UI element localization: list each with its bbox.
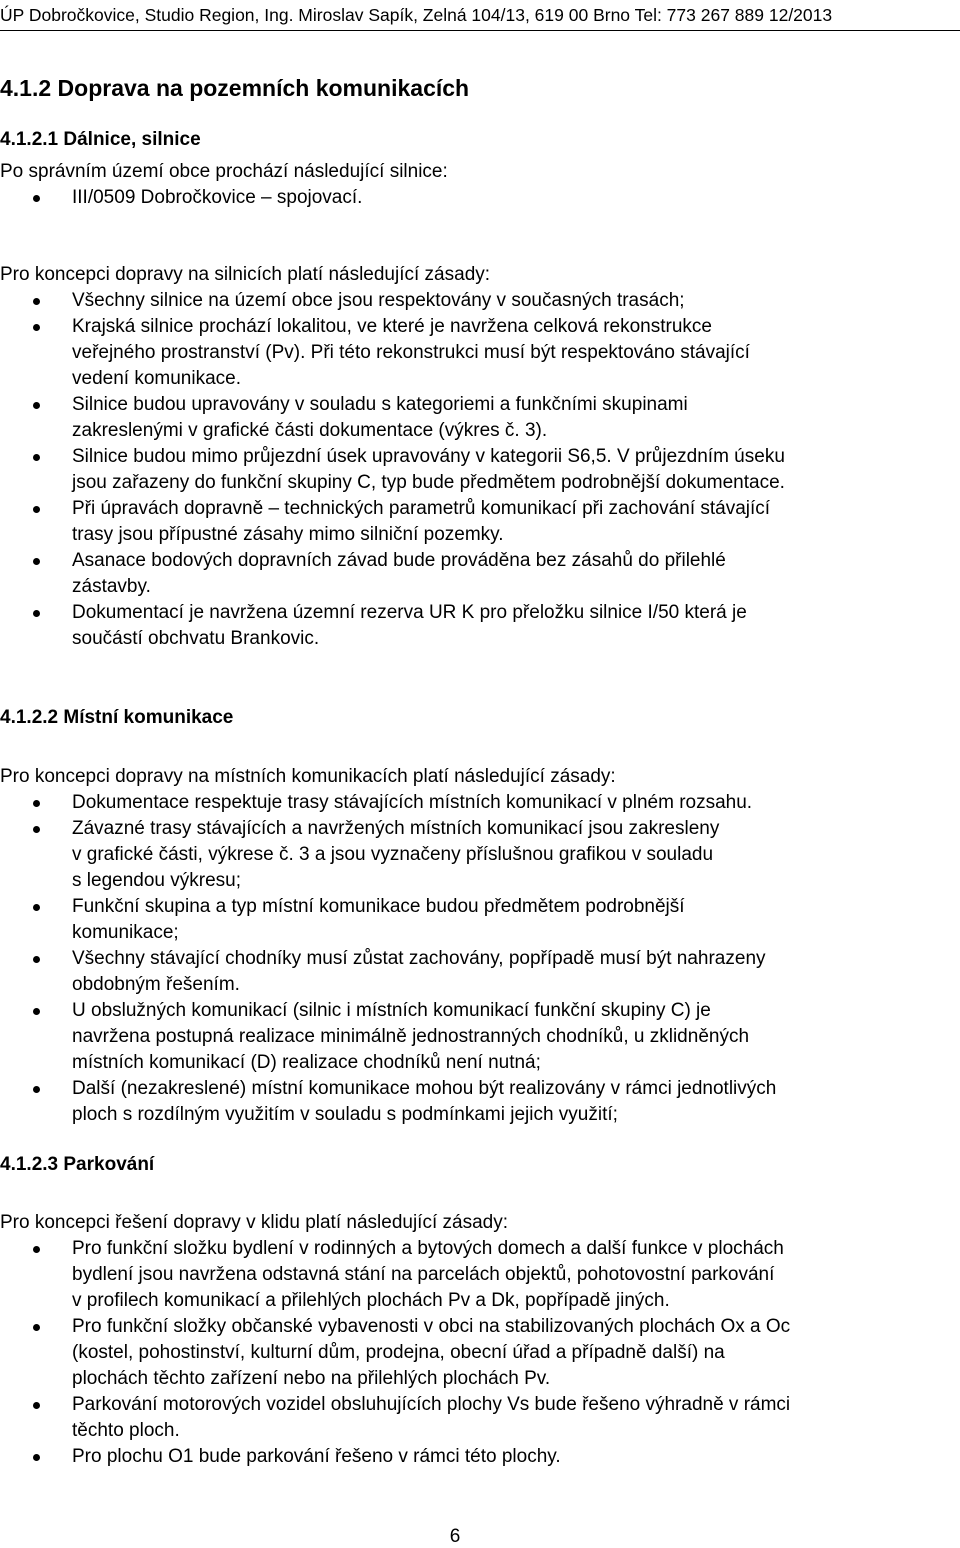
roads-list [0, 185, 362, 211]
bullet-icon [33, 1402, 40, 1409]
list-item-line: navržena postupná realizace minimálně jednostranných chodníků, u zklidněných [72, 1026, 750, 1047]
list-item [0, 1444, 790, 1470]
bullet-icon [33, 1246, 40, 1253]
bullet-icon [33, 1086, 40, 1093]
list-item [0, 1236, 790, 1314]
list-item-line: bydlení jsou navržena odstavná stání na parcelách objektů, pohotovostní parkování [72, 1264, 775, 1285]
list-item-line: součástí obchvatu Brankovic. [72, 628, 320, 649]
list-item [0, 392, 785, 444]
bullet-icon [33, 904, 40, 911]
list-item-line: veřejného prostranství (Pv). Při této rekonstrukci musí být respektováno stávající [72, 342, 750, 363]
list-item [0, 288, 785, 314]
list-item-line: s legendou výkresu; [72, 870, 241, 891]
list-item-line: Pro funkční složku bydlení v rodinných a bytových domech a další funkce v plochách [72, 1238, 784, 1259]
list-item-line: Dokumentací je navržena územní rezerva UR K pro přeložku silnice I/50 která je [72, 602, 747, 623]
list-item-line: III/0509 Dobročkovice – spojovací. [72, 187, 363, 208]
subsection-title-roads: 4.1.2.1 Dálnice, silnice [0, 129, 201, 150]
list-item [0, 600, 785, 652]
page-number: 6 [449, 1526, 461, 1547]
list-item-line: místních komunikací (D) realizace chodníků není nutná; [72, 1052, 541, 1073]
list-item [0, 790, 776, 816]
list-item-line: komunikace; [72, 922, 179, 943]
roads-intro: Po správním území obce prochází následující silnice: [0, 161, 448, 182]
section-title: 4.1.2 Doprava na pozemních komunikacích [0, 75, 470, 101]
bullet-icon [33, 402, 40, 409]
list-item-line: zakreslenými v grafické části dokumentace (výkres č. 3). [72, 420, 548, 441]
list-item-line: Při úpravách dopravně – technických parametrů komunikací při zachování stávající [72, 498, 771, 519]
list-item [0, 1392, 790, 1444]
list-item-line: Pro funkční složky občanské vybavenosti v obci na stabilizovaných plochách Ox a Oc [72, 1316, 791, 1337]
list-item-line: těchto ploch. [72, 1420, 180, 1441]
bullet-icon [33, 1324, 40, 1331]
list-item-line: Závazné trasy stávajících a navržených místních komunikací jsou zakresleny [72, 818, 720, 839]
list-item-line: Krajská silnice prochází lokalitou, ve které je navržena celková rekonstrukce [72, 316, 712, 337]
list-item-line: Asanace bodových dopravních závad bude prováděna bez zásahů do přilehlé [72, 550, 726, 571]
bullet-icon [33, 800, 40, 807]
list-item-line: Silnice budou mimo průjezdní úsek upravovány v kategorii S6,5. V průjezdním úseku [72, 446, 785, 467]
list-item-line: Funkční skupina a typ místní komunikace budou předmětem podrobnější [72, 896, 685, 917]
list-item [0, 894, 776, 946]
bullet-icon [33, 558, 40, 565]
list-item [0, 496, 785, 548]
list-item-line: Všechny stávající chodníky musí zůstat zachovány, popřípadě musí být nahrazeny [72, 948, 766, 969]
bullet-icon [33, 324, 40, 331]
list-item-line: U obslužných komunikací (silnic i místních komunikací funkční skupiny C) je [72, 1000, 711, 1021]
list-item-line: Parkování motorových vozidel obsluhujících plochy Vs bude řešeno výhradně v rámci [72, 1394, 791, 1415]
list-item [0, 444, 785, 496]
bullet-icon [33, 195, 40, 202]
subsection-title-local-roads: 4.1.2.2 Místní komunikace [0, 707, 234, 728]
list-item-line: plochách těchto zařízení nebo na přilehlých plochách Pv. [72, 1368, 551, 1389]
list-item-line: vedení komunikace. [72, 368, 241, 389]
list-item-line: Všechny silnice na území obce jsou respektovány v současných trasách; [72, 290, 685, 311]
list-item [0, 816, 776, 894]
list-item-line: v grafické části, výkrese č. 3 a jsou vyznačeny příslušnou grafikou v souladu [72, 844, 714, 865]
bullet-icon [33, 826, 40, 833]
list-item-line: ploch s rozdílným využitím v souladu s podmínkami jejich využití; [72, 1104, 618, 1125]
bullet-icon [33, 454, 40, 461]
list-item-line: Silnice budou upravovány v souladu s kategoriemi a funkčními skupinami [72, 394, 688, 415]
list-item [0, 185, 362, 211]
list-item-line: (kostel, pohostinství, kulturní dům, prodejna, obecní úřad a případně další) na [72, 1342, 725, 1363]
list-item-line: Pro plochu O1 bude parkování řešeno v rámci této plochy. [72, 1446, 561, 1467]
list-item [0, 314, 785, 392]
page-header: ÚP Dobročkovice, Studio Region, Ing. Miroslav Sapík, Zelná 104/13, 619 00 Brno Tel: 773 267 889 12/2013 [0, 5, 833, 25]
parking-principles-list [0, 1236, 790, 1470]
list-item-line: trasy jsou přípustné zásahy mimo silniční pozemky. [72, 524, 504, 545]
bullet-icon [33, 506, 40, 513]
list-item [0, 998, 776, 1076]
bullet-icon [33, 1008, 40, 1015]
list-item [0, 946, 776, 998]
list-item [0, 548, 785, 600]
subsection-title-parking: 4.1.2.3 Parkování [0, 1154, 155, 1175]
list-item-line: obdobným řešením. [72, 974, 240, 995]
bullet-icon [33, 298, 40, 305]
local-roads-principles-list [0, 790, 776, 1128]
list-item-line: zástavby. [72, 576, 151, 597]
parking-intro: Pro koncepci řešení dopravy v klidu platí následující zásady: [0, 1212, 508, 1233]
list-item-line: v profilech komunikací a přilehlých plochách Pv a Dk, popřípadě jiných. [72, 1290, 670, 1311]
header-divider [0, 30, 960, 31]
bullet-icon [33, 1454, 40, 1461]
bullet-icon [33, 956, 40, 963]
roads-principles-list [0, 288, 785, 652]
local-roads-intro: Pro koncepci dopravy na místních komunikacích platí následující zásady: [0, 766, 616, 787]
roads-principles-intro: Pro koncepci dopravy na silnicích platí následující zásady: [0, 264, 491, 285]
bullet-icon [33, 610, 40, 617]
list-item-line: jsou zařazeny do funkční skupiny C, typ bude předmětem podrobnější dokumentace. [72, 472, 785, 493]
list-item-line: Dokumentace respektuje trasy stávajících místních komunikací v plném rozsahu. [72, 792, 753, 813]
list-item [0, 1076, 776, 1128]
list-item [0, 1314, 790, 1392]
list-item-line: Další (nezakreslené) místní komunikace mohou být realizovány v rámci jednotlivých [72, 1078, 777, 1099]
